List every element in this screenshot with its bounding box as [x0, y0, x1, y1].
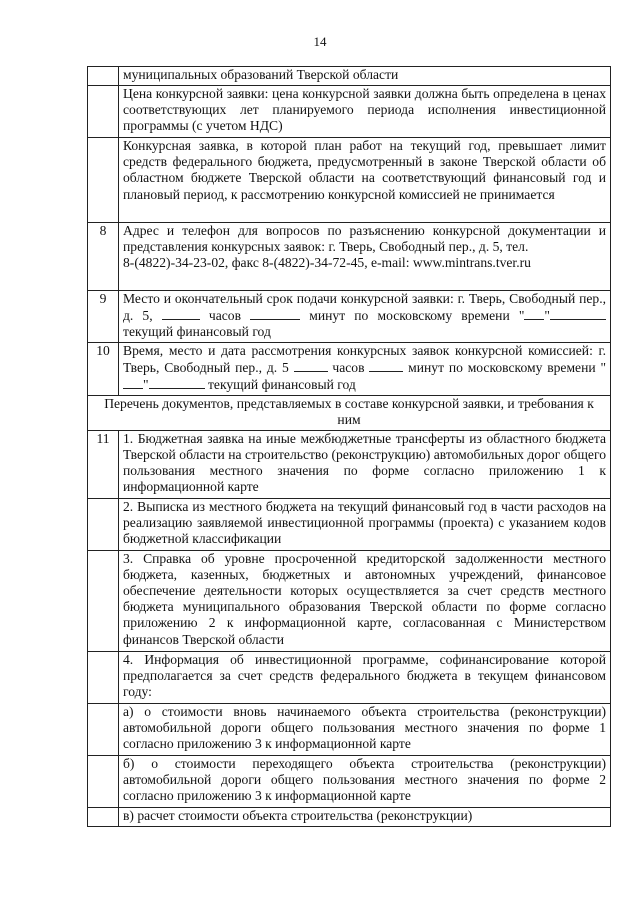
blank-month [550, 307, 606, 320]
table-row [88, 651, 611, 703]
row-number [88, 550, 119, 651]
row-number [88, 703, 119, 755]
year-label: текущий финансовый год [123, 324, 271, 340]
blank-minutes [369, 359, 403, 372]
section-heading: Перечень документов, представляемых в составе конкурсной заявки, и требования к ним [88, 395, 611, 430]
row-text [119, 343, 611, 396]
blank-day [524, 307, 544, 320]
row-text: 3. Справка об уровне просроченной кредиторской задолженности местного бюджета, казенных, бюджетных и автономных учреждений, финансовое обеспечение деятельности которых осуществляется за счет средств местного бюджета муниципального образования Тверской области по форме согласно приложению 2 к информационной карте, согласованная с Министерством финансов Тверской области [119, 550, 611, 651]
row-text: Цена конкурсной заявки: цена конкурсной заявки должна быть определена в ценах соответствующих лет планируемого периода исполнения инвестиционной программы (с учетом НДС) [119, 86, 611, 138]
row-text: 1. Бюджетная заявка на иные межбюджетные трансферты из областного бюджета Тверской области на строительство (реконструкцию) автомобильных дорог общего пользования местного значения по форме согласно приложению 1 к информационной карте [119, 430, 611, 498]
row-text: муниципальных образований Тверской области [119, 67, 611, 86]
table-row [88, 703, 611, 755]
review-text: Время, место и дата рассмотрения конкурсных заявок конкурсной комиссией: г. Тверь, Свободный пер., д. 5 [123, 343, 606, 376]
page-number: 14 [313, 34, 327, 49]
row-number [88, 138, 119, 223]
row-number [88, 755, 119, 807]
hours-label: часов [332, 360, 365, 376]
row-number [88, 651, 119, 703]
table-row [88, 86, 611, 138]
row-number: 8 [88, 223, 119, 291]
row-number [88, 498, 119, 550]
blank-minutes [250, 307, 300, 320]
table-row [88, 550, 611, 651]
table-row [88, 67, 611, 86]
deadline-text: Место и окончательный срок подачи конкурсной заявки: г. Тверь, Свободный пер., д. 5, [123, 291, 606, 324]
contacts-phones: 8-(4822)-34-23-02, факс 8-(4822)-34-72-45, e-mail: www.mintrans.tver.ru [123, 255, 531, 271]
row-number: 9 [88, 291, 119, 343]
minutes-label: минут по московскому времени " [309, 308, 525, 324]
table-row [88, 223, 611, 291]
row-text: 2. Выписка из местного бюджета на текущий финансовый год в части расходов на реализацию заявляемой инвестиционной программы (проекта) с указанием кодов бюджетной классификации [119, 498, 611, 550]
blank-month [149, 376, 205, 389]
table-row [88, 430, 611, 498]
row-text [119, 223, 611, 291]
row-number [88, 86, 119, 138]
row-number [88, 807, 119, 826]
year-label: текущий финансовый год [207, 377, 356, 393]
blank-hours [162, 307, 200, 320]
contacts-text: Адрес и телефон для вопросов по разъяснению конкурсной документации и представления конкурсных заявок: г. Тверь, Свободный пер., д. 5, тел. [123, 223, 606, 255]
row-text: 4. Информация об инвестиционной программе, софинансирование которой предполагается за счет средств федерального бюджета в текущем финансовом году: [119, 651, 611, 703]
quote-close: " [544, 308, 550, 324]
row-text: Конкурсная заявка, в которой план работ на текущий год, превышает лимит средств федерального бюджета, предусмотренный в законе Тверской области об областном бюджете Тверской области на соответствующий финансовый год и плановый период, к рассмотрению конкурсной комиссией не принимается [119, 138, 611, 223]
hours-label: часов [208, 308, 242, 324]
table-row [88, 343, 611, 396]
minutes-label: минут по московскому времени " [408, 360, 606, 376]
quote-close: " [143, 377, 149, 393]
table-row [88, 807, 611, 826]
row-number [88, 67, 119, 86]
section-heading-row [88, 395, 611, 430]
row-number: 11 [88, 430, 119, 498]
blank-hours [294, 359, 328, 372]
table-row [88, 138, 611, 223]
row-text: а) о стоимости вновь начинаемого объекта строительства (реконструкции) автомобильной дороги общего пользования местного значения по форме 1 согласно приложению 3 к информационной карте [119, 703, 611, 755]
row-text [119, 291, 611, 343]
table-row [88, 498, 611, 550]
info-card-table [87, 66, 611, 827]
row-text: в) расчет стоимости объекта строительства (реконструкции) [119, 807, 611, 826]
row-number: 10 [88, 343, 119, 396]
table-row [88, 755, 611, 807]
row-text: б) о стоимости переходящего объекта строительства (реконструкции) автомобильной дороги общего пользования местного значения по форме 2 согласно приложению 3 к информационной карте [119, 755, 611, 807]
blank-day [123, 376, 143, 389]
table-row [88, 291, 611, 343]
